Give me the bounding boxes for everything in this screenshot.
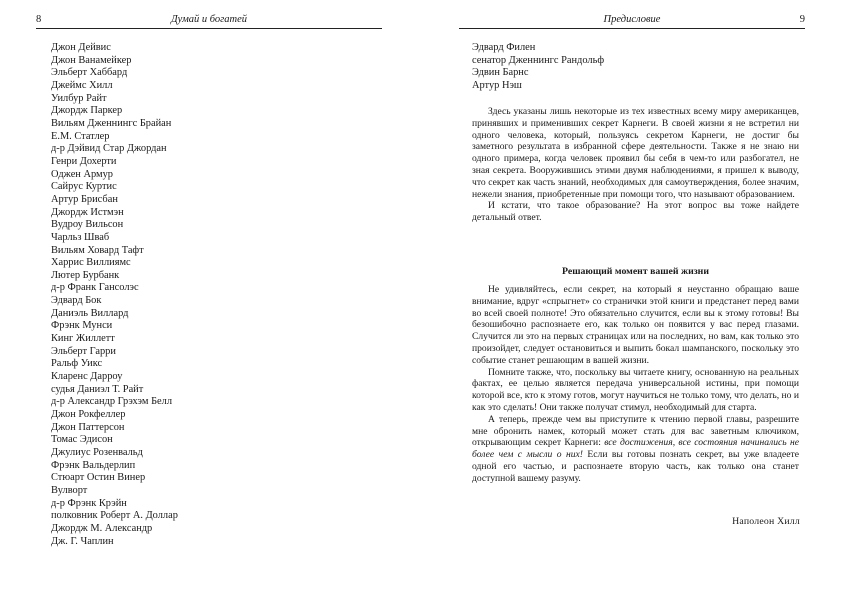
- name-list-item: Джон Дейвис: [51, 42, 111, 53]
- name-list-item: судья Даниэл Т. Райт: [51, 383, 144, 395]
- name-list: [51, 42, 381, 548]
- name-list-item: Вудроу Вильсон: [51, 219, 124, 231]
- name-list-item: Джулиус Розенвальд: [51, 447, 143, 458]
- paragraph-part: Если вы готовы познать секрет, вы уже владеете одной его частью, и распознаете вторую часть, как только она станет доступной вашему разуму.: [472, 449, 799, 484]
- paragraph-part: А теперь, прежде чем вы приступите к чтению первой главы, разрешите мне обронить намек, который может стать для вас заветным ключиком, открывающим секрет Карнеги:: [472, 413, 799, 449]
- running-title: Думай и богатей: [170, 14, 247, 25]
- name-list-item: д-р Александр Грэхэм Белл: [51, 396, 173, 408]
- page-number: 9: [799, 14, 805, 25]
- name-list-item: Кинг Жиллетт: [51, 333, 115, 345]
- name-list-item: Эльберт Хаббард: [51, 67, 128, 79]
- name-list-item: Е.М. Статлер: [51, 130, 110, 142]
- name-list-item: Джон Ванамейкер: [51, 54, 132, 66]
- name-list-item: Томас Эдисон: [51, 434, 113, 446]
- name-list-item: Уилбур Райт: [51, 92, 107, 104]
- name-list-item: д-р Фрэнк Крэйн: [51, 497, 127, 509]
- name-list-item: Джордж Истмэн: [51, 206, 124, 218]
- name-list: [472, 42, 802, 93]
- name-list-item: Джордж Паркер: [51, 105, 123, 117]
- author-signature: Наполеон Хилл: [732, 516, 800, 527]
- paragraph: Здесь указаны лишь некоторые из тех известных всему миру американцев, принявших и применивших секрет Карнеги. В своей жизни я не встретил ни одного человека, который, пользуясь секретом Карнеги, не достиг бы заметного результата в избранной сфере деятельности. Также я не знаю ни одного примера, когда человек проявил бы себя в чем-то или разбогател, не зная секрета. Вооружившись этими двумя наблюдениями, я пришел к выводу, что секрет как часть знаний, необходимых для самоутверждения, более значим, нежели знания, приобретенные при помощи того, что называют образованием.: [472, 106, 799, 200]
- paragraph: Помните также, что, поскольку вы читаете книгу, основанную на реальных фактах, ее целью является передача универсальной истины, при помощи которой все, кто к этому готов, могут научиться не только тому, что делать, но и как это сделать! Они также получат стимул, необходимый для старта.: [472, 366, 799, 413]
- name-list-item: Кларенс Дарроу: [51, 371, 123, 383]
- name-list-item: Джон Рокфеллер: [51, 409, 126, 421]
- emphasized-quote: все достижения, все состояния начинались не более чем с мысли о них!: [472, 437, 799, 461]
- running-title: Предисловие: [603, 14, 661, 25]
- name-list-item: Джордж М. Александр: [51, 522, 153, 534]
- name-list-item: сенатор Дженнингс Рандольф: [472, 54, 605, 66]
- name-list-item: Вулворт: [51, 484, 88, 496]
- name-list-item: Эдвард Филен: [472, 42, 536, 53]
- intro-text: [472, 106, 799, 224]
- right-page: [421, 0, 842, 595]
- paragraph: Не удивляйтесь, если секрет, на который я неустанно обращаю ваше внимание, вдруг «спрыгнет» со странички этой книги и предстанет перед вами во всей своей полноте! Это обязательно случится, если вы к этому готовы! Вы безошибочно распознаете его, как только он появится у вас перед глазами. Случится ли это на первых страницах или на последних, но вам, как только это произойдет, следует остановиться и выпить бокал шампанского, поскольку это событие станет решающим в вашей жизни.: [472, 284, 799, 366]
- name-list-item: Чарльз Шваб: [51, 231, 110, 243]
- name-list-item: Эдвард Бок: [51, 295, 102, 307]
- name-list-item: Оджен Армур: [51, 168, 113, 180]
- name-list-item: Генри Дохерти: [51, 155, 117, 167]
- name-list-item: Вильям Ховард Тафт: [51, 244, 144, 256]
- right-page-header: [459, 12, 805, 29]
- name-list-item: Вильям Дженнингс Брайан: [51, 117, 172, 129]
- name-list-item: Фрэнк Вальдерлип: [51, 459, 136, 471]
- name-list-item: Ральф Уикс: [51, 358, 103, 370]
- name-list-item: д-р Дэйвид Стар Джордан: [51, 143, 167, 155]
- paragraph: И кстати, что такое образование? На этот вопрос вы тоже найдете детальный ответ.: [472, 200, 799, 224]
- name-list-item: д-р Франк Гансолэс: [51, 282, 139, 294]
- name-list-item: Сайрус Куртис: [51, 181, 117, 193]
- name-list-item: Артур Нэш: [472, 79, 522, 91]
- name-list-item: Стюарт Остин Винер: [51, 472, 146, 484]
- name-list-item: Эдвин Барнс: [472, 67, 529, 79]
- page-number: 8: [36, 14, 42, 25]
- name-list-item: Харрис Виллиямс: [51, 257, 131, 269]
- name-list-item: Лютер Бурбанк: [51, 269, 120, 281]
- paragraph: [472, 414, 799, 485]
- section-heading: Решающий момент вашей жизни: [562, 266, 709, 277]
- name-list-item: полковник Роберт А. Доллар: [51, 510, 178, 522]
- left-page-header: [36, 12, 382, 29]
- name-list-item: Фрэнк Мунси: [51, 320, 113, 332]
- name-list-item: Артур Брисбан: [51, 193, 118, 205]
- name-list-item: Даниэль Виллард: [51, 307, 129, 319]
- section-text: [472, 284, 799, 485]
- name-list-item: Эльберт Гарри: [51, 345, 116, 357]
- name-list-item: Джон Паттерсон: [51, 421, 125, 433]
- name-list-item: Дж. Г. Чаплин: [51, 535, 114, 547]
- name-list-item: Джеймс Хилл: [51, 79, 113, 91]
